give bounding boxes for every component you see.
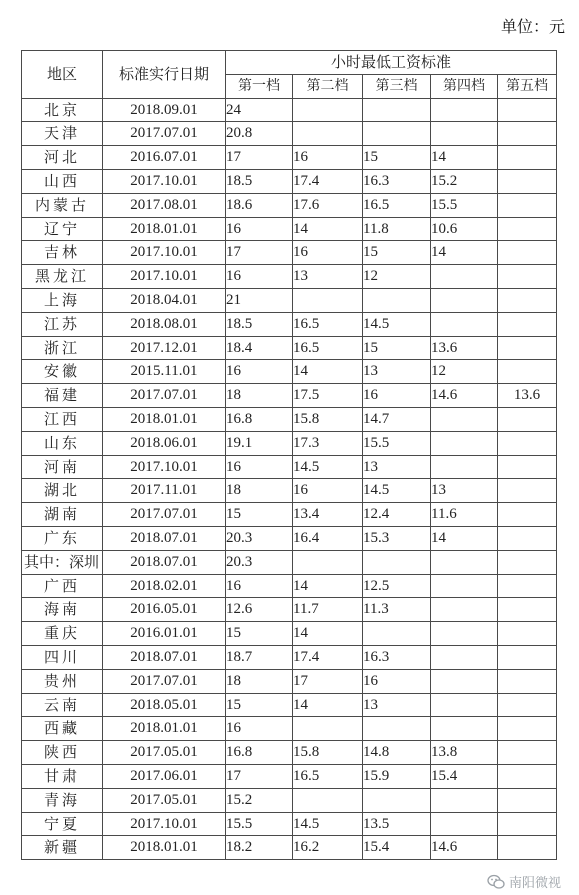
tier-3-cell: 12.5: [363, 574, 431, 598]
table-row: [22, 241, 557, 265]
tier-1-cell: 20.3: [226, 526, 293, 550]
table-row: [22, 407, 557, 431]
table-row: [22, 598, 557, 622]
date-cell: 2018.04.01: [103, 288, 226, 312]
tier-2-cell: 17: [293, 669, 363, 693]
region-cell: 宁夏: [22, 812, 103, 836]
tier-2-cell: 14: [293, 217, 363, 241]
tier-3-cell: 16.3: [363, 169, 431, 193]
region-cell: 天津: [22, 122, 103, 146]
tier-4-cell: [431, 717, 498, 741]
date-cell: 2018.01.01: [103, 717, 226, 741]
date-cell: 2017.07.01: [103, 503, 226, 527]
tier-4-cell: 14: [431, 526, 498, 550]
tier-1-cell: 17: [226, 241, 293, 265]
table-row: [22, 455, 557, 479]
tier-5-cell: 13.6: [498, 384, 557, 408]
tier-4-cell: [431, 645, 498, 669]
tier-5-cell: [498, 645, 557, 669]
watermark-text: 南阳微视: [508, 876, 561, 891]
header-tier-2: 第二档: [293, 74, 363, 98]
tier-1-cell: 16: [226, 574, 293, 598]
tier-1-cell: 18.7: [226, 645, 293, 669]
date-cell: 2016.05.01: [103, 598, 226, 622]
tier-2-cell: [293, 288, 363, 312]
tier-5-cell: [498, 764, 557, 788]
table-row: [22, 788, 557, 812]
table-row: [22, 526, 557, 550]
tier-2-cell: 16: [293, 146, 363, 170]
tier-4-cell: 15.4: [431, 764, 498, 788]
watermark: [487, 872, 561, 891]
tier-5-cell: [498, 312, 557, 336]
tier-3-cell: 15.4: [363, 836, 431, 860]
tier-2-cell: 16.2: [293, 836, 363, 860]
tier-4-cell: [431, 288, 498, 312]
tier-3-cell: [363, 288, 431, 312]
date-cell: 2016.07.01: [103, 146, 226, 170]
tier-4-cell: [431, 812, 498, 836]
tier-5-cell: [498, 598, 557, 622]
tier-4-cell: [431, 622, 498, 646]
date-cell: 2018.02.01: [103, 574, 226, 598]
tier-5-cell: [498, 241, 557, 265]
region-cell: 吉林: [22, 241, 103, 265]
tier-5-cell: [498, 146, 557, 170]
tier-3-cell: 16: [363, 384, 431, 408]
region-cell: 湖北: [22, 479, 103, 503]
header-region: 地区: [22, 51, 103, 99]
date-cell: 2016.01.01: [103, 622, 226, 646]
table-body: [22, 98, 557, 860]
tier-2-cell: [293, 98, 363, 122]
tier-3-cell: 15: [363, 336, 431, 360]
tier-2-cell: 16.5: [293, 336, 363, 360]
tier-1-cell: 16: [226, 217, 293, 241]
tier-1-cell: 17: [226, 146, 293, 170]
table-row: [22, 431, 557, 455]
region-cell: 内蒙古: [22, 193, 103, 217]
tier-2-cell: 17.6: [293, 193, 363, 217]
region-cell: 安徽: [22, 360, 103, 384]
tier-4-cell: 15.2: [431, 169, 498, 193]
table-row: [22, 812, 557, 836]
tier-2-cell: [293, 122, 363, 146]
region-cell: 黑龙江: [22, 265, 103, 289]
tier-1-cell: 18.5: [226, 169, 293, 193]
table-row: [22, 384, 557, 408]
tier-3-cell: [363, 98, 431, 122]
tier-3-cell: 13.5: [363, 812, 431, 836]
tier-4-cell: [431, 550, 498, 574]
tier-2-cell: 17.3: [293, 431, 363, 455]
tier-3-cell: [363, 122, 431, 146]
tier-2-cell: 11.7: [293, 598, 363, 622]
region-cell: 四川: [22, 645, 103, 669]
region-cell: 广西: [22, 574, 103, 598]
tier-3-cell: 15.5: [363, 431, 431, 455]
tier-1-cell: 16: [226, 717, 293, 741]
tier-2-cell: 17.5: [293, 384, 363, 408]
date-cell: 2018.01.01: [103, 217, 226, 241]
tier-4-cell: 14.6: [431, 384, 498, 408]
tier-3-cell: 15.3: [363, 526, 431, 550]
header-tier-4: 第四档: [431, 74, 498, 98]
region-cell: 山西: [22, 169, 103, 193]
tier-4-cell: [431, 265, 498, 289]
tier-5-cell: [498, 122, 557, 146]
tier-1-cell: 15: [226, 503, 293, 527]
tier-1-cell: 16: [226, 265, 293, 289]
header-hourly-wage: 小时最低工资标准: [226, 51, 557, 75]
tier-2-cell: 16: [293, 479, 363, 503]
tier-5-cell: [498, 550, 557, 574]
tier-1-cell: 16.8: [226, 741, 293, 765]
tier-1-cell: 15: [226, 622, 293, 646]
tier-5-cell: [498, 693, 557, 717]
tier-4-cell: 14: [431, 241, 498, 265]
table-row: [22, 717, 557, 741]
region-cell: 云南: [22, 693, 103, 717]
date-cell: 2018.01.01: [103, 836, 226, 860]
region-cell: 湖南: [22, 503, 103, 527]
table-row: [22, 764, 557, 788]
tier-2-cell: 17.4: [293, 169, 363, 193]
region-cell: 北京: [22, 98, 103, 122]
tier-4-cell: 14.6: [431, 836, 498, 860]
tier-3-cell: 13: [363, 455, 431, 479]
region-cell: 江苏: [22, 312, 103, 336]
date-cell: 2017.10.01: [103, 455, 226, 479]
tier-5-cell: [498, 479, 557, 503]
tier-2-cell: [293, 717, 363, 741]
region-cell: 其中：深圳: [22, 550, 103, 574]
header-tier-3: 第三档: [363, 74, 431, 98]
tier-3-cell: 15: [363, 241, 431, 265]
tier-4-cell: 13.6: [431, 336, 498, 360]
tier-2-cell: 14: [293, 622, 363, 646]
tier-1-cell: 18.5: [226, 312, 293, 336]
tier-1-cell: 20.3: [226, 550, 293, 574]
tier-3-cell: 16.5: [363, 193, 431, 217]
tier-5-cell: [498, 741, 557, 765]
table-row: [22, 360, 557, 384]
region-cell: 江西: [22, 407, 103, 431]
tier-2-cell: 13: [293, 265, 363, 289]
tier-3-cell: 13: [363, 693, 431, 717]
tier-1-cell: 18.2: [226, 836, 293, 860]
header-date: 标准实行日期: [103, 51, 226, 99]
tier-1-cell: 17: [226, 764, 293, 788]
tier-4-cell: 11.6: [431, 503, 498, 527]
tier-4-cell: [431, 407, 498, 431]
tier-1-cell: 20.8: [226, 122, 293, 146]
tier-4-cell: [431, 788, 498, 812]
tier-2-cell: 16.5: [293, 764, 363, 788]
tier-5-cell: [498, 169, 557, 193]
region-cell: 贵州: [22, 669, 103, 693]
tier-5-cell: [498, 788, 557, 812]
table-row: [22, 312, 557, 336]
tier-1-cell: 18.4: [226, 336, 293, 360]
tier-4-cell: [431, 312, 498, 336]
tier-2-cell: [293, 550, 363, 574]
date-cell: 2018.09.01: [103, 98, 226, 122]
wechat-icon: [487, 874, 505, 890]
table-row: [22, 146, 557, 170]
tier-4-cell: [431, 98, 498, 122]
table-row: [22, 122, 557, 146]
tier-4-cell: 10.6: [431, 217, 498, 241]
table-row: [22, 479, 557, 503]
tier-3-cell: 16: [363, 669, 431, 693]
table-row: [22, 169, 557, 193]
date-cell: 2017.11.01: [103, 479, 226, 503]
tier-3-cell: 14.5: [363, 479, 431, 503]
tier-5-cell: [498, 503, 557, 527]
tier-3-cell: 11.8: [363, 217, 431, 241]
tier-3-cell: 12: [363, 265, 431, 289]
tier-1-cell: 19.1: [226, 431, 293, 455]
minimum-wage-table: [21, 50, 557, 860]
tier-3-cell: [363, 622, 431, 646]
header-tier-1: 第一档: [226, 74, 293, 98]
date-cell: 2018.05.01: [103, 693, 226, 717]
tier-4-cell: [431, 431, 498, 455]
table-row: [22, 550, 557, 574]
tier-3-cell: 14.5: [363, 312, 431, 336]
tier-1-cell: 12.6: [226, 598, 293, 622]
table-row: [22, 693, 557, 717]
tier-5-cell: [498, 98, 557, 122]
region-cell: 陕西: [22, 741, 103, 765]
region-cell: 甘肃: [22, 764, 103, 788]
tier-5-cell: [498, 288, 557, 312]
tier-4-cell: 13.8: [431, 741, 498, 765]
date-cell: 2017.10.01: [103, 241, 226, 265]
tier-2-cell: [293, 788, 363, 812]
tier-2-cell: 14: [293, 574, 363, 598]
tier-4-cell: 12: [431, 360, 498, 384]
table-row: [22, 288, 557, 312]
tier-3-cell: 15: [363, 146, 431, 170]
header-row: [22, 51, 557, 75]
date-cell: 2017.05.01: [103, 741, 226, 765]
table-row: [22, 836, 557, 860]
tier-1-cell: 15: [226, 693, 293, 717]
tier-1-cell: 16: [226, 455, 293, 479]
region-cell: 上海: [22, 288, 103, 312]
tier-2-cell: 13.4: [293, 503, 363, 527]
tier-5-cell: [498, 360, 557, 384]
tier-2-cell: 14: [293, 693, 363, 717]
date-cell: 2017.10.01: [103, 169, 226, 193]
tier-2-cell: 14.5: [293, 812, 363, 836]
tier-1-cell: 21: [226, 288, 293, 312]
table-row: [22, 217, 557, 241]
table-row: [22, 336, 557, 360]
tier-2-cell: 17.4: [293, 645, 363, 669]
tier-3-cell: 15.9: [363, 764, 431, 788]
region-cell: 辽宁: [22, 217, 103, 241]
tier-3-cell: [363, 550, 431, 574]
tier-5-cell: [498, 407, 557, 431]
table-row: [22, 503, 557, 527]
tier-5-cell: [498, 526, 557, 550]
tier-1-cell: 18.6: [226, 193, 293, 217]
date-cell: 2017.07.01: [103, 669, 226, 693]
region-cell: 福建: [22, 384, 103, 408]
date-cell: 2015.11.01: [103, 360, 226, 384]
tier-2-cell: 15.8: [293, 407, 363, 431]
tier-1-cell: 16: [226, 360, 293, 384]
tier-2-cell: 15.8: [293, 741, 363, 765]
tier-5-cell: [498, 574, 557, 598]
tier-5-cell: [498, 717, 557, 741]
tier-5-cell: [498, 455, 557, 479]
tier-3-cell: [363, 788, 431, 812]
tier-4-cell: 14: [431, 146, 498, 170]
region-cell: 河南: [22, 455, 103, 479]
region-cell: 广东: [22, 526, 103, 550]
header-tier-5: 第五档: [498, 74, 557, 98]
tier-5-cell: [498, 812, 557, 836]
tier-1-cell: 18: [226, 384, 293, 408]
tier-1-cell: 15.5: [226, 812, 293, 836]
date-cell: 2017.10.01: [103, 812, 226, 836]
date-cell: 2018.07.01: [103, 550, 226, 574]
date-cell: 2018.06.01: [103, 431, 226, 455]
tier-5-cell: [498, 836, 557, 860]
tier-5-cell: [498, 336, 557, 360]
tier-4-cell: [431, 455, 498, 479]
tier-4-cell: [431, 598, 498, 622]
tier-5-cell: [498, 431, 557, 455]
date-cell: 2018.08.01: [103, 312, 226, 336]
table-row: [22, 193, 557, 217]
tier-2-cell: 14: [293, 360, 363, 384]
date-cell: 2018.01.01: [103, 407, 226, 431]
tier-1-cell: 18: [226, 479, 293, 503]
date-cell: 2017.05.01: [103, 788, 226, 812]
tier-4-cell: [431, 574, 498, 598]
region-cell: 西藏: [22, 717, 103, 741]
region-cell: 新疆: [22, 836, 103, 860]
date-cell: 2017.12.01: [103, 336, 226, 360]
tier-1-cell: 18: [226, 669, 293, 693]
region-cell: 山东: [22, 431, 103, 455]
tier-3-cell: 11.3: [363, 598, 431, 622]
tier-3-cell: 13: [363, 360, 431, 384]
date-cell: 2017.07.01: [103, 122, 226, 146]
tier-4-cell: [431, 669, 498, 693]
region-cell: 浙江: [22, 336, 103, 360]
region-cell: 河北: [22, 146, 103, 170]
date-cell: 2017.10.01: [103, 265, 226, 289]
region-cell: 青海: [22, 788, 103, 812]
tier-5-cell: [498, 265, 557, 289]
tier-3-cell: 14.7: [363, 407, 431, 431]
tier-2-cell: 16: [293, 241, 363, 265]
tier-1-cell: 15.2: [226, 788, 293, 812]
table-row: [22, 265, 557, 289]
tier-4-cell: [431, 693, 498, 717]
table-row: [22, 574, 557, 598]
tier-2-cell: 14.5: [293, 455, 363, 479]
tier-5-cell: [498, 217, 557, 241]
tier-4-cell: [431, 122, 498, 146]
tier-2-cell: 16.4: [293, 526, 363, 550]
date-cell: 2017.06.01: [103, 764, 226, 788]
date-cell: 2018.07.01: [103, 526, 226, 550]
date-cell: 2018.07.01: [103, 645, 226, 669]
table-row: [22, 645, 557, 669]
region-cell: 重庆: [22, 622, 103, 646]
region-cell: 海南: [22, 598, 103, 622]
tier-1-cell: 24: [226, 98, 293, 122]
unit-label: 单位：元: [500, 17, 565, 36]
tier-1-cell: 16.8: [226, 407, 293, 431]
tier-5-cell: [498, 193, 557, 217]
tier-5-cell: [498, 669, 557, 693]
tier-2-cell: 16.5: [293, 312, 363, 336]
tier-4-cell: 15.5: [431, 193, 498, 217]
tier-4-cell: 13: [431, 479, 498, 503]
table-row: [22, 669, 557, 693]
tier-3-cell: 16.3: [363, 645, 431, 669]
tier-3-cell: 14.8: [363, 741, 431, 765]
table-row: [22, 741, 557, 765]
table-row: [22, 98, 557, 122]
tier-3-cell: [363, 717, 431, 741]
date-cell: 2017.08.01: [103, 193, 226, 217]
table-row: [22, 622, 557, 646]
date-cell: 2017.07.01: [103, 384, 226, 408]
tier-3-cell: 12.4: [363, 503, 431, 527]
tier-5-cell: [498, 622, 557, 646]
